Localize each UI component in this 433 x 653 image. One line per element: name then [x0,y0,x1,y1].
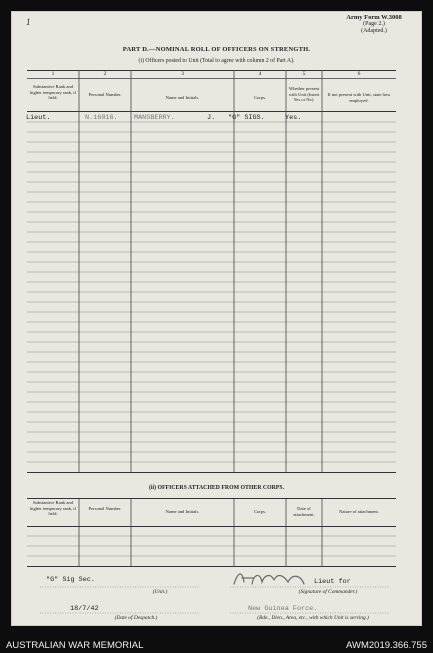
column-number-5: 5 [302,71,306,77]
table2-header-date: Date of attachment. [293,506,315,517]
section1-title: (i) Officers posted to Unit (Total to agree with column 2 of Part A). [138,58,295,64]
table2-header-personal-number: Personal Number. [88,506,122,511]
entry-initials: J. [207,114,216,122]
column-number-6: 6 [357,71,361,77]
column-number-4: 4 [258,71,262,77]
form-number: Army Form W.3008 [346,14,402,21]
despatch-date-value: 18/7/42 [70,605,99,613]
table2-header-rule [27,526,396,527]
header-present: Whether present with Unit (Insert Yes or No). [288,86,320,102]
table2-top-rule [27,498,396,499]
formation-value: New Guinea Force. [248,605,318,613]
page-mark: 1 [26,17,31,27]
despatch-date-label: (Date of Despatch.) [114,615,158,621]
header-rank: Substantive Rank and higher temporary rank, if held. [29,84,77,100]
header-personal-number: Personal Number. [88,92,122,97]
form-page: (Page 2.) [363,21,385,27]
table2-header-corps: Corps. [253,509,267,514]
unit-label: (Unit.) [152,589,168,595]
table2-bottom-rule [27,566,396,567]
form-note: (Adapted.) [361,28,387,34]
table2-header-name: Name and Initials. [165,509,200,514]
header-not-present: If not present with Unit, state how employed. [327,92,391,103]
header-corps: Corps. [253,95,267,100]
column-number-2: 2 [103,71,107,77]
commander-signature [230,566,310,588]
table2-header-nature: Nature of attachment. [339,509,379,514]
column-number-3: 3 [181,71,184,77]
credit-bar [0,638,433,653]
credit-accession-number: AWM2019.366.755 [346,640,427,651]
part-title: PART D.—NOMINAL ROLL OF OFFICERS ON STRENGTH. [122,46,311,53]
unit-value: "G" Sig Sec. [46,576,95,584]
section2-title: (ii) OFFICERS ATTACHED FROM OTHER CORPS. [148,485,285,491]
signature-rank: Lieut for [314,578,351,586]
table2-header-rank: Substantive Rank and higher temporary rank, if held. [29,500,77,516]
credit-institution: AUSTRALIAN WAR MEMORIAL [6,640,144,651]
signature-label: (Signature of Commander.) [298,589,358,595]
entry-rank: Lieut. [26,114,51,122]
entry-present: Yes. [285,114,302,122]
formation-label: (Bde., Divn., Area, etc., with which Unit is serving.) [257,615,369,621]
entry-surname: MANSBERRY. [134,114,175,122]
column-number-1: 1 [51,71,55,77]
header-name: Name and Initials. [165,95,200,100]
entry-corps: "G" SIGS. [228,114,265,122]
entry-personal-number: N.16016. [85,114,118,122]
